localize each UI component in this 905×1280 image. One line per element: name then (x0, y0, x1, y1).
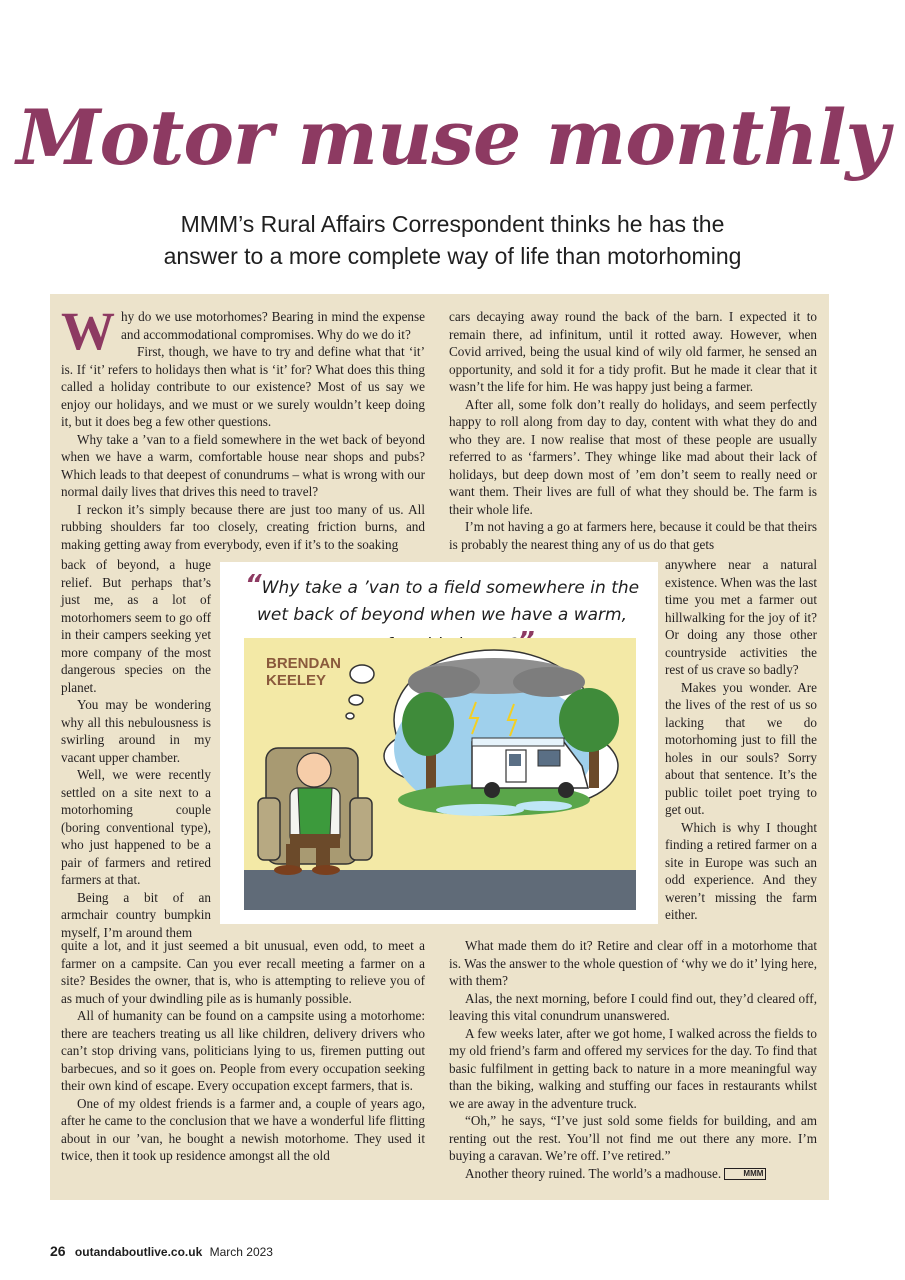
article-paragraph: A few weeks later, after we got home, I walked across the fields to my old friend’s farm and offered my services for the day. To find that basic fulfilment in getting back to nature in a more meaningful way than the biking, walking and stuffing our faces in restaurants whilst we are away in the adventure truck. (449, 1025, 817, 1111)
artist-signature-last: KEELEY (266, 672, 327, 689)
article-paragraph: Makes you wonder. Are the lives of the rest of us so lacking that we do motorhoming just to fill the holes in our souls? Sorry about that sentence. It’s the public toilet poet trying to get out. (665, 679, 817, 817)
pull-quote-open-mark: “ (244, 570, 262, 600)
article-paragraph: quite a lot, and it just seemed a bit unusual, even odd, to meet a farmer on a campsite. Can you ever recall meeting a farmer on a site? Besides the owner, that is, who is attempting to relieve you of as much of your dwindling pile as is humanly possible. (61, 938, 425, 1006)
magazine-column-title: Motor muse monthly (16, 93, 889, 182)
article-column-right-narrow (665, 556, 817, 924)
standfirst-line-2: answer to a more complete way of life than motorhoming (163, 243, 742, 269)
article-paragraph: What made them do it? Retire and clear off in a motorhome that is. Was the answer to the whole question of ‘why we do it’ lying here, with them? (449, 938, 817, 988)
article-paragraph: You may be wondering why all this nebulousness is swirling around in my vacant upper chamber. (61, 697, 211, 765)
article-paragraph: “Oh,” he says, “I’ve just sold some fields for building, and am renting out the rest. You’ll not find me out there any more. I’m buying a caravan. We’re off. I’ve retired.” (449, 1113, 817, 1163)
article-paragraph: Why do we use motorhomes? Bearing in mind the expense and accommodational compromises. Why do we do it? (61, 301, 425, 361)
article-column-left-top (61, 301, 425, 553)
article-column-left-narrow (61, 556, 211, 941)
article-paragraph: Being a bit of an armchair country bumpkin myself, I’m around them (61, 889, 211, 940)
standfirst-line-1: MMM’s Rural Affairs Correspondent thinks he has the (180, 211, 725, 237)
article-column-left-bottom (61, 937, 425, 1165)
article-paragraph: I reckon it’s simply because there are just too many of us. All rubbing shoulders far too closely, creating friction burns, and making getting away from everybody, even if it’s to the soaking (61, 501, 425, 552)
article-paragraph: One of my oldest friends is a farmer and, a couple of years ago, after he came to the conclusion that we have a wonderful life flitting about in our ’van, he bought a newish motorhome. They used it twice, then it took up residence amongst all the old (61, 1095, 425, 1163)
artist-signature-first: BRENDAN (266, 655, 341, 672)
article-paragraph: Which is why I thought finding a retired farmer on a site in Europe was such an odd experience. And they weren’t missing the farm either. (665, 819, 817, 922)
article-paragraph: I’m not having a go at farmers here, because it could be that theirs is probably the nearest thing any of us do that gets (449, 519, 817, 552)
page-footer (50, 1243, 273, 1259)
drop-cap: W (61, 301, 115, 361)
article-column-right-bottom (449, 937, 817, 1182)
article-paragraph: back of beyond, a huge relief. But perhaps that’s just me, as a lot of motorhomers seem to go off in their campers seeking yet more company of the most dangerous species on the planet. (61, 557, 211, 695)
end-mark-icon: MMM (724, 1168, 766, 1180)
article-paragraph: Well, we were recently settled on a site next to a motorhoming couple (boring conventional type), who just happened to be a pair of farmers and retired farmers at that. (61, 767, 211, 887)
article-paragraph: After all, some folk don’t really do holidays, and seem perfectly happy to roll along from day to day, content with what they do and who they are. I now realise that most of these people are usually referred to as ‘farmers’. They whinge like mad about their lack of holidays, but deep down most of ’em don’t seem to really need or want them. Their lives are full of what they should be. The farm is their whole life. (449, 396, 817, 517)
article-paragraph: Why take a ’van to a field somewhere in the wet back of beyond when we have a warm, comfortable house near shops and pubs? Which leads to that deepest of conundrums – what is wrong with our normal daily lives that drives this need to travel? (61, 431, 425, 499)
pull-quote-text: Why take a ’van to a field somewhere in the wet back of beyond when we have a warm, (257, 578, 640, 625)
article-paragraph: Alas, the next morning, before I could find out, they’d cleared off, leaving this vital conundrum unanswered. (449, 990, 817, 1023)
cartoon-floor (244, 870, 636, 910)
page-number: 26 (50, 1243, 66, 1259)
cartoon-inset (220, 562, 658, 924)
article-panel (50, 294, 829, 1200)
footer-issue-date: March 2023 (209, 1245, 273, 1259)
article-paragraph: First, though, we have to try and define what that ‘it’ is. If ‘it’ refers to holidays then what is ‘it’ for? What does this thing called a holiday contribute to our existence? Most of us say we enjoy our holidays, and we must or we surely wouldn’t keep doing it, but it does beg a few other questions. (61, 344, 425, 429)
footer-website: outandaboutlive.co.uk (74, 1245, 203, 1259)
article-paragraph: Another theory ruined. The world’s a madhouse. MMM (449, 1165, 817, 1183)
article-column-right-top (449, 308, 817, 553)
article-paragraph: anywhere near a natural existence. When was the last time you met a farmer out hillwalking for the joy of it? Or doing any those other countryside activities the rest of us crave so badly? (665, 557, 817, 677)
cartoon-illustration (244, 638, 636, 910)
standfirst (0, 208, 905, 272)
article-paragraph: cars decaying away round the back of the barn. I expected it to remain there, ad infinitum, until it rotted away. However, when Covid arrived, being the usual kind of wily old farmer, he sensed an opportunity, and sold it for a tidy profit. But he made it clear that it wasn’t the life for him. He was happy just being a farmer. (449, 309, 817, 394)
article-paragraph: All of humanity can be found on a campsite using a motorhome: there are teachers treating us all like children, delivery drivers who can’t stop driving vans, politicians lying to us, firemen putting out barbecues, and so it goes on. People from every occupation seeking their own kind of escape. Every occupation except farmers, that is. (61, 1008, 425, 1093)
